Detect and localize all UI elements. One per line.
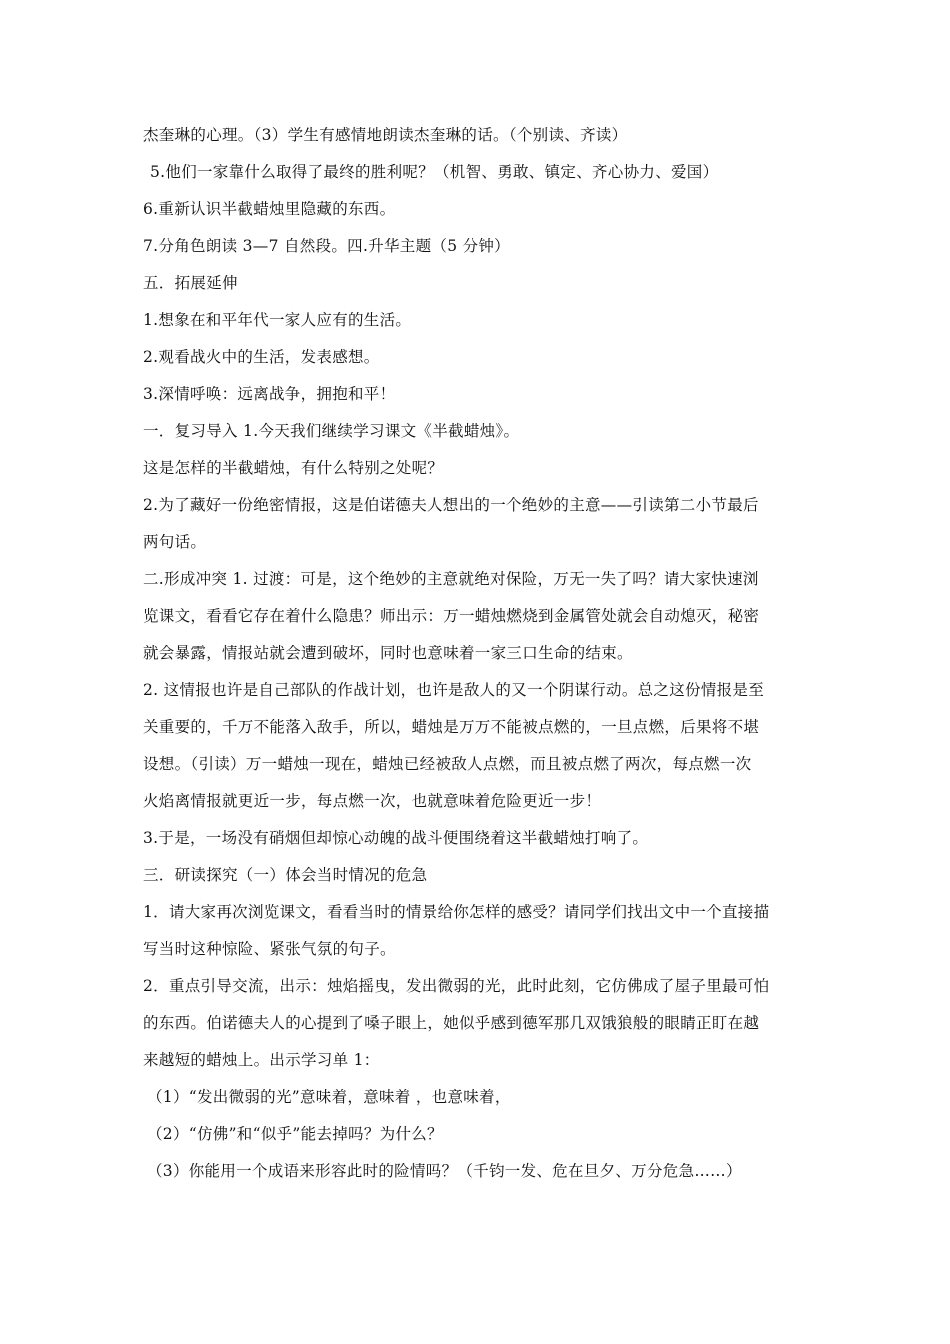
text-line: （3）你能用一个成语来形容此时的险情吗？（千钧一发、危在旦夕、万分危急……）: [147, 1162, 742, 1180]
text-line: 3.深情呼唤：远离战争，拥抱和平！: [143, 385, 396, 403]
text-line: 关重要的，千万不能落入敌手，所以，蜡烛是万万不能被点燃的，一旦点燃，后果将不堪: [143, 718, 760, 736]
text-line: 就会暴露，情报站就会遭到破坏，同时也意味着一家三口生命的结束。: [143, 644, 633, 662]
text-line: 1．请大家再次浏览课文，看看当时的情景给你怎样的感受？请同学们找出文中一个直接描: [143, 903, 770, 921]
text-line: 览课文，看看它存在着什么隐患？师出示：万一蜡烛燃烧到金属管处就会自动熄灭，秘密: [143, 607, 760, 625]
text-line: 三．研读探究（一）体会当时情况的危急: [143, 866, 428, 884]
text-line: 两句话。: [143, 533, 207, 551]
text-line: 的东西。伯诺德夫人的心提到了嗓子眼上，她似乎感到德军那几双饿狼般的眼睛正盯在越: [143, 1014, 760, 1032]
text-line: 6.重新认识半截蜡烛里隐藏的东西。: [143, 200, 396, 218]
text-line: （1）“发出微弱的光”意味着，意味着 ，也意味着，: [147, 1088, 511, 1106]
text-line: 杰奎琳的心理。（3）学生有感情地朗读杰奎琳的话。（个别读、齐读）: [143, 126, 628, 144]
text-line: 3.于是，一场没有硝烟但却惊心动魄的战斗便围绕着这半截蜡烛打响了。: [143, 829, 649, 847]
text-line: 2.观看战火中的生活，发表感想。: [143, 348, 380, 366]
text-line: 五．拓展延伸: [143, 274, 238, 292]
text-line: 设想。（引读）万一蜡烛一现在，蜡烛已经被敌人点燃，而且被点燃了两次，每点燃一次: [143, 755, 752, 773]
text-line: 2. 这情报也许是自己部队的作战计划，也许是敌人的又一个阴谋行动。总之这份情报是至: [143, 681, 765, 699]
text-line: 1.想象在和平年代一家人应有的生活。: [143, 311, 412, 329]
text-line: 写当时这种惊险、紧张气氛的句子。: [143, 940, 396, 958]
text-line: 这是怎样的半截蜡烛，有什么特别之处呢？: [143, 459, 444, 477]
text-line: （2）“仿佛”和“似乎”能去掉吗？为什么？: [147, 1125, 443, 1143]
text-line: 二.形成冲突 1. 过渡：可是，这个绝妙的主意就绝对保险，万无一失了吗？请大家快速浏: [143, 570, 759, 588]
text-line: 7.分角色朗读 3—7 自然段。四.升华主题（5 分钟）: [143, 237, 510, 255]
text-line: 5.他们一家靠什么取得了最终的胜利呢？（机智、勇敢、镇定、齐心协力、爱国）: [150, 163, 719, 181]
text-line: 2．重点引导交流，出示：烛焰摇曳，发出微弱的光，此时此刻，它仿佛成了屋子里最可怕: [143, 977, 770, 995]
text-line: 2.为了藏好一份绝密情报，这是伯诺德夫人想出的一个绝妙的主意——引读第二小节最后: [143, 496, 759, 514]
text-line: 来越短的蜡烛上。出示学习单 1：: [143, 1051, 380, 1069]
text-line: 火焰离情报就更近一步，每点燃一次，也就意味着危险更近一步！: [143, 792, 602, 810]
text-line: 一．复习导入 1.今天我们继续学习课文《半截蜡烛》。: [143, 422, 520, 440]
